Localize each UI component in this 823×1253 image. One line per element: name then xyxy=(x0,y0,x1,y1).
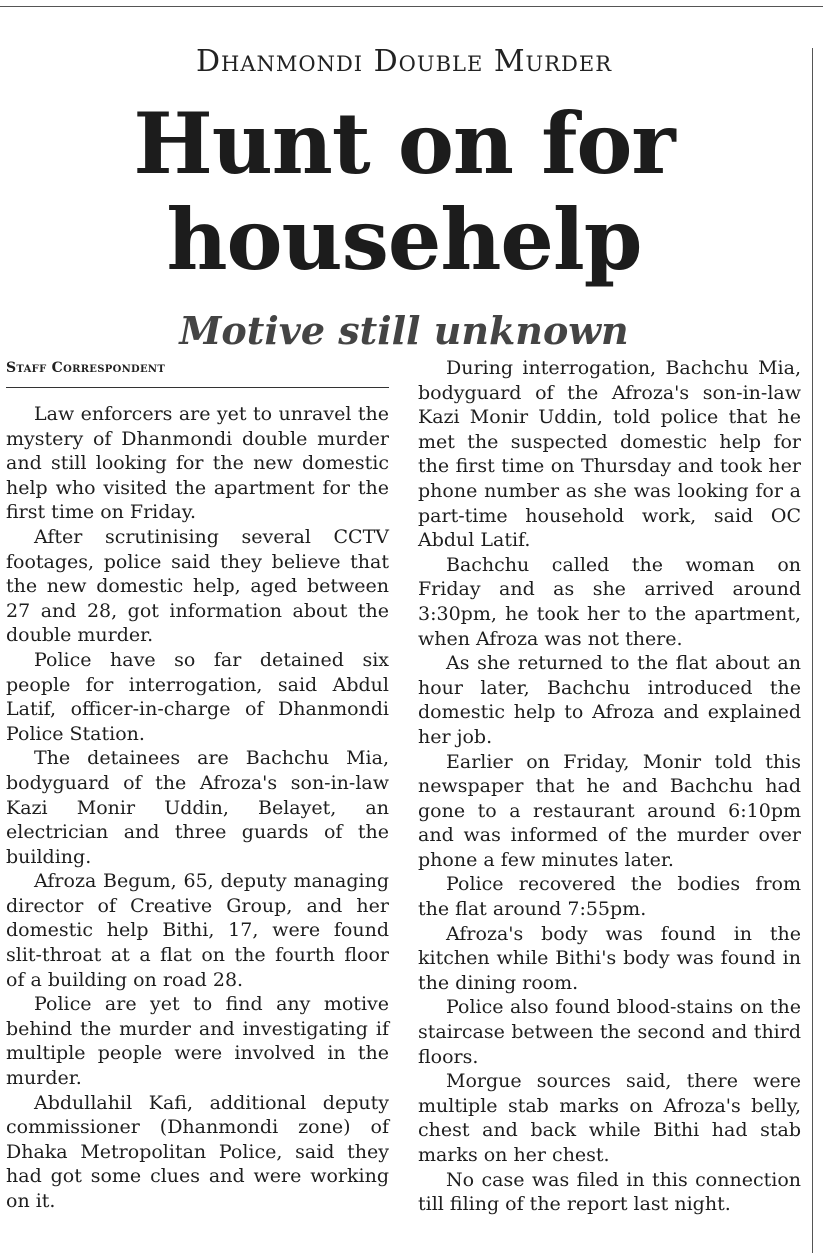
article-column-left xyxy=(6,402,389,1214)
article-byline: Staff Correspondent xyxy=(6,360,166,376)
paragraph: Police are yet to find any motive behind the murder and investigating if multiple people were involved in the murder. xyxy=(6,993,389,1090)
byline-divider xyxy=(6,387,389,388)
paragraph: Police also found blood-stains on the staircase between the second and third floors. xyxy=(418,996,801,1068)
column-divider-right xyxy=(812,48,813,1253)
paragraph: Afroza Begum, 65, deputy managing director of Creative Group, and her domestic help Bithi, 17, were found slit-throat at a flat on the fourth floor of a building on road 28. xyxy=(6,870,389,991)
paragraph: No case was filed in this connection till filing of the report last night. xyxy=(418,1168,801,1216)
paragraph: Morgue sources said, there were multiple stab marks on Afroza's belly, chest and back while Bithi had stab marks on her chest. xyxy=(418,1070,801,1166)
paragraph: Abdullahil Kafi, additional deputy commissioner (Dhanmondi zone) of Dhaka Metropolitan Police, said they had got some clues and were working on it. xyxy=(6,1091,389,1212)
paragraph: During interrogation, Bachchu Mia, bodyguard of the Afroza's son-in-law Kazi Monir Uddin, told police that he met the suspected domestic help for the first time on Thursday and took her phone number as she was looking for a part-time household work, said OC Abdul Latif. xyxy=(418,357,801,552)
paragraph: Afroza's body was found in the kitchen while Bithi's body was found in the dining room. xyxy=(418,922,801,994)
paragraph: Police recovered the bodies from the flat around 7:55pm. xyxy=(418,873,801,921)
paragraph: The detainees are Bachchu Mia, bodyguard of the Afroza's son-in-law Kazi Monir Uddin, Belayet, an electrician and three guards of the building. xyxy=(6,747,389,868)
paragraph: Bachchu called the woman on Friday and as she arrived around 3:30pm, he took her to the apartment, when Afroza was not there. xyxy=(418,553,801,650)
paragraph: As she returned to the flat about an hour later, Bachchu introduced the domestic help to Afroza and explained her job. xyxy=(418,652,801,748)
article-column-right xyxy=(418,356,801,1217)
paragraph: Law enforcers are yet to unravel the mystery of Dhanmondi double murder and still looking for the new domestic help who visited the apartment for the first time on Friday. xyxy=(6,403,389,524)
paragraph: Earlier on Friday, Monir told this newspaper that he and Bachchu had gone to a restaurant around 6:10pm and was informed of the murder over phone a few minutes later. xyxy=(418,750,801,871)
paragraph: Police have so far detained six people for interrogation, said Abdul Latif, officer-in-charge of Dhanmondi Police Station. xyxy=(6,648,389,745)
paragraph: After scrutinising several CCTV footages, police said they believe that the new domestic help, aged between 27 and 28, got information about the double murder. xyxy=(6,525,389,647)
article-headline: Hunt on for househelp xyxy=(133,94,675,289)
top-divider xyxy=(0,6,823,7)
article-subhead: Motive still unknown xyxy=(179,308,629,353)
article-kicker: Dhanmondi Double Murder xyxy=(195,44,613,79)
